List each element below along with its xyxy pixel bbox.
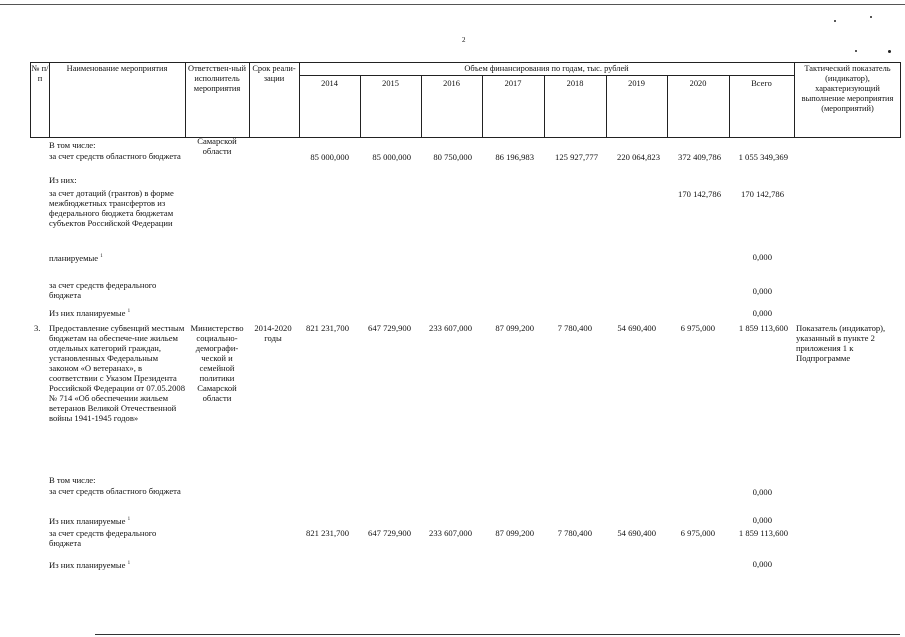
header-year: 2018: [566, 79, 584, 88]
planned-label: планируемые: [49, 253, 99, 263]
item-value: 233 607,000: [429, 323, 472, 333]
planned-row: [49, 252, 103, 263]
federal-value: 54 690,400: [617, 528, 656, 538]
regional-budget-label: за счет средств областного бюджета: [49, 486, 181, 496]
federal-total: 1 859 113,600: [738, 528, 788, 538]
regional-value: 125 927,777: [555, 152, 598, 162]
header-year: 2014: [321, 79, 338, 88]
top-rule: [0, 4, 905, 5]
regional-budget-label: за счет средств областного бюджета: [49, 151, 181, 161]
federal-value: 233 607,000: [429, 528, 472, 538]
header-total: Всего: [751, 79, 772, 88]
of-which-planned-label: Из них планируемые: [49, 308, 126, 318]
header-year: 2016: [443, 79, 460, 88]
of-which-planned-total: 0,000: [752, 308, 772, 318]
footnote-mark: 1: [100, 254, 103, 259]
scan-speck: [855, 50, 857, 52]
regional-value: 372 409,786: [678, 152, 721, 162]
footnote-mark: 1: [127, 561, 131, 566]
item-value: 7 780,400: [557, 323, 592, 333]
item-value: 647 729,900: [368, 323, 411, 333]
planned-label: Из них планируемые: [49, 516, 126, 526]
regional-value: 86 196,983: [495, 152, 534, 162]
regional-value: 80 750,000: [433, 152, 472, 162]
item-total: 1 859 113,600: [738, 323, 788, 333]
grants-label: за счет дотаций (грантов) в форме межбюджетных трансфертов из федерального бюджета бюджетам субъектов Российской Федерации: [49, 188, 174, 228]
header-name: Наименование мероприятия: [66, 64, 168, 73]
item-number: 3.: [34, 323, 41, 333]
grants-total: 170 142,786: [741, 189, 784, 199]
header-executor: Ответствен-ный исполнитель мероприятия: [188, 64, 246, 93]
header-term: Срок реали-зации: [252, 64, 296, 83]
scan-speck: [870, 16, 872, 18]
federal-value: 6 975,000: [680, 528, 715, 538]
bottom-rule: [95, 634, 900, 635]
item-name: Предоставление субвенций местным бюджетам на обеспече-ние жильем отдельных категорий граждан, установленных Федеральным законом «О ветеранах», в соответствии с Указом Президента Российской Федерации от 07.05.2008 № 714 «Об обеспечении жильем ветеранов Великой Отечественной войны 1941-1945 годов»: [49, 323, 185, 423]
scan-speck: [888, 50, 891, 53]
planned-row: [49, 515, 130, 526]
header-year: 2015: [382, 79, 399, 88]
header-number: № п/п: [31, 64, 49, 83]
regional-total: 0,000: [752, 487, 772, 497]
header-year: 2019: [628, 79, 645, 88]
footnote-mark: 1: [127, 309, 131, 314]
regional-total: 1 055 349,369: [738, 152, 788, 162]
included-label: В том числе:: [49, 140, 96, 150]
item-executor: Министерство социально-демографи-ческой и семейной политики Самарской области: [190, 323, 244, 403]
header-year: 2017: [504, 79, 522, 88]
executor-tail: Самарской области: [197, 136, 237, 156]
scan-speck: [834, 20, 836, 22]
federal-value: 647 729,900: [368, 528, 411, 538]
header-year: 2020: [689, 79, 707, 88]
item-value: 6 975,000: [680, 323, 715, 333]
page-number: 2: [462, 36, 466, 44]
item-value: 54 690,400: [617, 323, 656, 333]
federal-planned-label: Из них планируемые: [49, 560, 126, 570]
federal-value: 87 099,200: [495, 528, 534, 538]
item-term: 2014-2020 годы: [254, 323, 292, 343]
item-indicator: Показатель (индикатор), указанный в пункте 2 приложения 1 к Подпрограмме: [796, 323, 886, 363]
of-which-label: Из них:: [49, 175, 77, 185]
grants-2020: 170 142,786: [678, 189, 721, 199]
federal-planned-total: 0,000: [752, 559, 772, 569]
regional-value: 85 000,000: [310, 152, 349, 162]
item-value: 821 231,700: [306, 323, 349, 333]
item-value: 87 099,200: [495, 323, 534, 333]
federal-total: 0,000: [752, 286, 772, 296]
federal-value: 7 780,400: [557, 528, 592, 538]
header-financing: Объем финансирования по годам, тыс. рублей: [464, 64, 629, 73]
federal-planned-row: [49, 559, 130, 570]
federal-budget-label: за счет средств федерального бюджета: [49, 528, 157, 548]
of-which-planned-row: [49, 307, 130, 318]
regional-value: 220 064,823: [617, 152, 660, 162]
planned-total: 0,000: [752, 252, 772, 262]
footnote-mark: 1: [127, 517, 131, 522]
header-indicator: Тактический показатель (индикатор), характеризующий выполнение мероприятия (мероприятий): [801, 64, 894, 113]
federal-budget-label: за счет средств федерального бюджета: [49, 280, 157, 300]
planned-total: 0,000: [752, 515, 772, 525]
included-label: В том числе:: [49, 475, 96, 485]
federal-value: 821 231,700: [306, 528, 349, 538]
regional-value: 85 000,000: [372, 152, 411, 162]
